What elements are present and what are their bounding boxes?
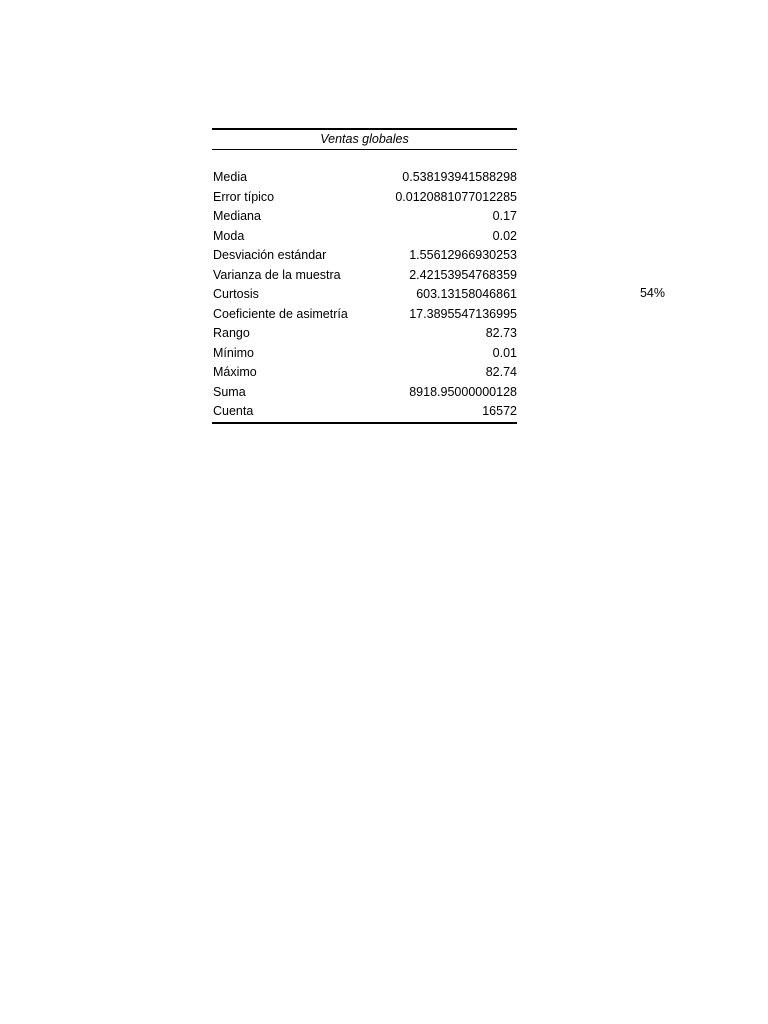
- row-value: 0.02: [492, 228, 517, 243]
- row-label: Suma: [213, 384, 246, 399]
- row-value: 0.01: [492, 345, 517, 360]
- row-value: 82.73: [485, 326, 517, 340]
- table-row-desviacion-estandar: [212, 246, 517, 266]
- row-value: 1.55612966930253: [409, 248, 517, 262]
- row-label: Error típico: [213, 189, 275, 204]
- row-label: Mediana: [213, 209, 261, 223]
- table-row-asimetria: [212, 305, 517, 325]
- row-value: 16572: [482, 404, 517, 418]
- table-row-moda: [212, 227, 517, 247]
- table-row-varianza: [212, 266, 517, 286]
- table-row-mediana: [212, 207, 517, 227]
- table-row-curtosis: [212, 285, 517, 305]
- table-row-cuenta: [212, 402, 517, 422]
- table-row-error-tipico: [212, 188, 517, 208]
- table-row-maximo: [212, 363, 517, 383]
- row-value: 0.538193941588298: [402, 170, 517, 184]
- descriptive-statistics-table: [212, 128, 517, 424]
- table-body: [212, 150, 517, 424]
- percentage-note: 54%: [639, 286, 665, 300]
- row-value: 0.0120881077012285: [395, 189, 517, 204]
- row-label: Coeficiente de asimetría: [213, 306, 348, 321]
- row-value: 8918.95000000128: [409, 384, 517, 399]
- row-value: 603.13158046861: [416, 287, 517, 301]
- row-label: Media: [213, 170, 248, 184]
- row-label: Curtosis: [213, 287, 259, 301]
- row-label: Rango: [213, 326, 250, 340]
- row-label: Cuenta: [213, 404, 254, 418]
- table-row-rango: [212, 324, 517, 344]
- row-value: 2.42153954768359: [409, 267, 517, 282]
- table-row-media: [212, 168, 517, 188]
- row-label: Desviación estándar: [213, 248, 327, 262]
- row-value: 82.74: [485, 365, 517, 379]
- row-label: Moda: [213, 228, 245, 243]
- row-value: 17.3895547136995: [409, 306, 517, 321]
- row-label: Máximo: [213, 365, 257, 379]
- table-row-minimo: [212, 344, 517, 364]
- row-value: 0.17: [492, 209, 517, 223]
- row-label: Mínimo: [213, 345, 254, 360]
- row-label: Varianza de la muestra: [213, 267, 341, 282]
- table-row-suma: [212, 383, 517, 403]
- table-header: Ventas globales: [212, 128, 517, 150]
